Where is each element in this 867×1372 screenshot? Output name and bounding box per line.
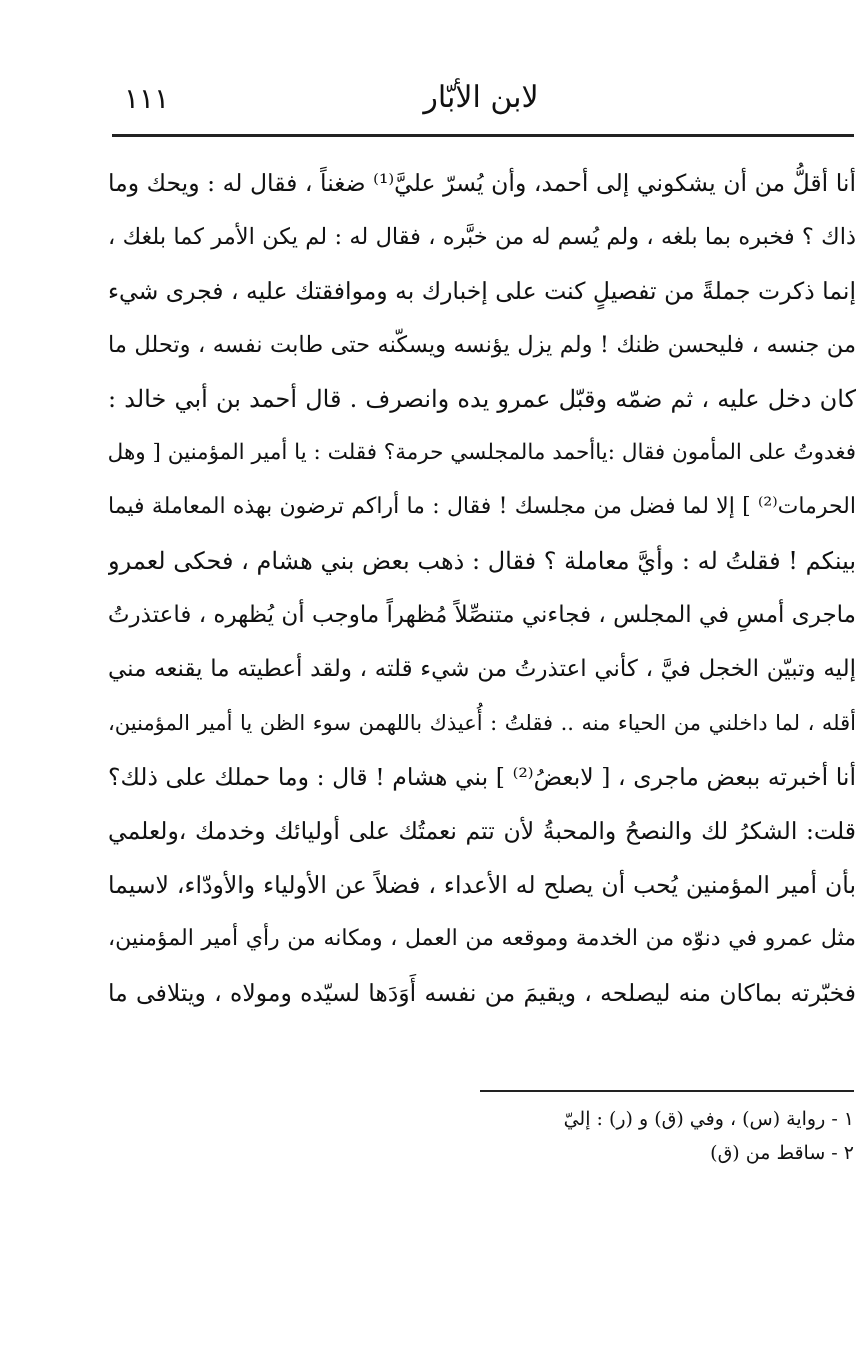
text-line: كان دخل عليه ، ثم ضمّه وقبّل عمرو يده وانصرف . قال أحمد بن أبي خالد :	[108, 385, 856, 413]
header-rule	[112, 134, 854, 137]
text-line: ذاك ؟ فخبره بما بلغه ، ولم يُسم له من خبَّره ، فقال له : لم يكن الأمر كما بلغك ،	[108, 224, 856, 250]
body-text	[108, 156, 856, 1020]
text-line: بينكم ! فقلتُ له : وأيَّ معاملة ؟ فقال : ذهب بعض بني هشام ، فحكى لعمرو	[108, 547, 856, 575]
text-line: قلت: الشكرُ لك والنصحُ والمحبةُ لأن تتم نعمتُك على أوليائك وخدمك ،ولعلمي	[108, 817, 856, 845]
page-number: ١١١	[124, 82, 170, 115]
text-line: أنا أقلُّ من أن يشكوني إلى أحمد، وأن يُسرّ عليَّ⁽¹⁾ ضغناً ، فقال له : ويحك وما	[108, 169, 856, 197]
text-line: مثل عمرو في دنوّه من الخدمة وموقعه من العمل ، ومكانه من رأي أمير المؤمنين،	[108, 926, 856, 951]
text-line: فخبّرته بماكان منه ليصلحه ، ويقيمَ من نفسه أَوَدَها لسيّده ومولاه ، ويتلافى ما	[108, 979, 856, 1007]
text-line: أقله ، لما داخلني من الحياء منه .. فقلتُ : أُعيذك باللهمن سوء الظن يا أمير المؤمنين،	[108, 711, 856, 735]
running-title: لابن الأبّار	[423, 80, 539, 115]
text-line: من جنسه ، فليحسن ظنك ! ولم يزل يؤنسه ويسكّنه حتى طابت نفسه ، وتحلل ما	[108, 332, 856, 358]
text-line: إنما ذكرت جملةً من تفصيلٍ كنت على إخبارك به وموافقتك عليه ، فجرى شيء	[108, 277, 856, 305]
footnote-rule	[480, 1090, 854, 1092]
text-line: فغدوتُ على المأمون فقال :ياأحمد مالمجلسي حرمة؟ فقلت : يا أمير المؤمنين [ وهل	[108, 440, 856, 465]
page-header	[110, 72, 852, 128]
footnotes	[480, 1102, 854, 1170]
text-line: بأن أمير المؤمنين يُحب أن يصلح له الأعداء ، فضلاً عن الأولياء والأودّاء، لاسيما	[108, 871, 856, 899]
text-line: أنا أخبرته ببعض ماجرى ، [ لابعضُ⁽²⁾ ] بني هشام ! قال : وما حملك على ذلك؟	[108, 763, 856, 791]
footnote: ٢ - ساقط من (ق)	[710, 1142, 854, 1164]
footnote: ١ - رواية (س) ، وفي (ق) و (ر) : إليّ	[563, 1108, 854, 1130]
text-line: ماجرى أمسِ في المجلس ، فجاءني متنصِّلاً مُظهراً ماوجب أن يُظهره ، فاعتذرتُ	[108, 602, 856, 628]
text-line: إليه وتبيّن الخجل فيَّ ، كأني اعتذرتُ من شيء قلته ، ولقد أعطيته ما يقنعه مني	[108, 656, 856, 682]
text-line: الحرمات⁽²⁾ ] إلا لما فضل من مجلسك ! فقال : ما أراكم ترضون بهذه المعاملة فيما	[108, 494, 856, 519]
